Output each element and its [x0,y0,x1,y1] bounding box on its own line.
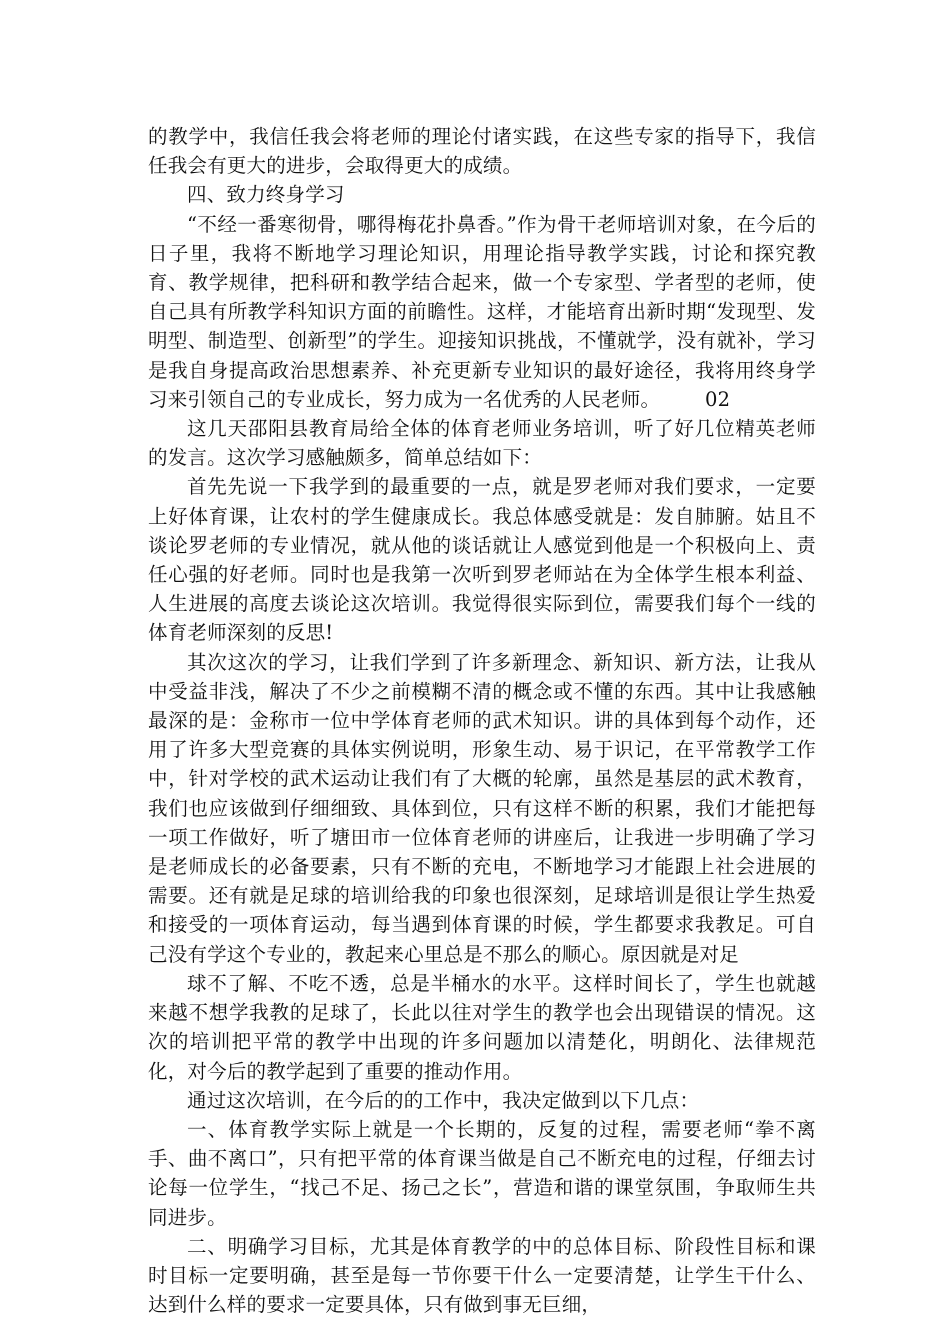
section-heading-lifelong-learning: 四、致力终身学习 [187,183,345,207]
paragraph-decision-two: 二、明确学习目标，尤其是体育教学的中的总体目标、阶段性目标和课时目标一定要明确，甚至是每一节你要干什么一定要清楚，让学生干什么、达到什么样的要求一定要具体，只有做到事无巨细， [148,1234,816,1317]
paragraph-first-point: 首先先说一下我学到的最重要的一点，就是罗老师对我们要求，一定要上好体育课，让农村的学生健康成长。我总体感受就是：发自肺腑。姑且不谈论罗老师的专业情况，就从他的谈话就让人感觉到他是一个积极向上、责任心强的好老师。同时也是我第一次听到罗老师站在为全体学生根本利益、人生进展的高度去谈论这次培训。我觉得很实际到位，需要我们每个一线的体育老师深刻的反思! [148,475,816,645]
paragraph-continuation: 的教学中，我信任我会将老师的理论付诸实践，在这些专家的指导下，我信任我会有更大的进步，会取得更大的成绩。 [148,125,816,178]
paragraph-lifelong-learning: “不经一番寒彻骨，哪得梅花扑鼻香。”作为骨干老师培训对象，在今后的日子里，我将不断地学习理论知识，用理论指导教学实践，讨论和探究教育、教学规律，把科研和教学结合起来，做一个专家型、学者型的老师，使自己具有所教学科知识方面的前瞻性。这样，才能培育出新时期“发现型、发明型、制造型、创新型”的学生。迎接知识挑战，不懂就学，没有就补，学习是我自身提高政治思想素养、补充更新专业知识的最好途径，我将用终身学习来引领自己的专业成长，努力成为一名优秀的人民老师。 02 [148,212,816,411]
document-page [148,122,816,1319]
paragraph-decisions-intro: 通过这次培训，在今后的的工作中，我决定做到以下几点： [187,1088,700,1112]
paragraph-second-point: 其次这次的学习，让我们学到了许多新理念、新知识、新方法，让我从中受益非浅，解决了不少之前模糊不清的概念或不懂的东西。其中让我感触最深的是：金称市一位中学体育老师的武术知识。讲的具体到每个动作，还用了许多大型竞赛的具体实例说明，形象生动、易于识记，在平常教学工作中，针对学校的武术运动让我们有了大概的轮廓，虽然是基层的武术教育，我们也应该做到仔细细致、具体到位，只有这样不断的积累，我们才能把每一项工作做好，听了塘田市一位体育老师的讲座后，让我进一步明确了学习是老师成长的必备要素，只有不断的充电，不断地学习才能跟上社会进展的需要。还有就是足球的培训给我的印象也很深刻，足球培训是很让学生热爱和接受的一项体育运动，每当遇到体育课的时候，学生都要求我教足。可自己没有学这个专业的，教起来心里总是不那么的顺心。原因就是对足 [148,650,816,966]
paragraph-decision-one: 一、体育教学实际上就是一个长期的，反复的过程，需要老师“拳不离手、曲不离口”，只有把平常的体育课当做是自己不断充电的过程，仔细去讨论每一位学生，“找己不足、扬己之长”，营造和谐的课堂氛围，争取师生共同进步。 [148,1117,816,1229]
paragraph-training-intro: 这几天邵阳县教育局给全体的体育老师业务培训，听了好几位精英老师的发言。这次学习感触颇多，简单总结如下： [148,417,816,470]
paragraph-football: 球不了解、不吃不透，总是半桶水的水平。这样时间长了，学生也就越来越不想学我教的足球了，长此以往对学生的教学也会出现错误的情况。这次的培训把平常的教学中出现的许多问题加以清楚化，明朗化、法律规范化，对今后的教学起到了重要的推动作用。 [148,971,816,1083]
